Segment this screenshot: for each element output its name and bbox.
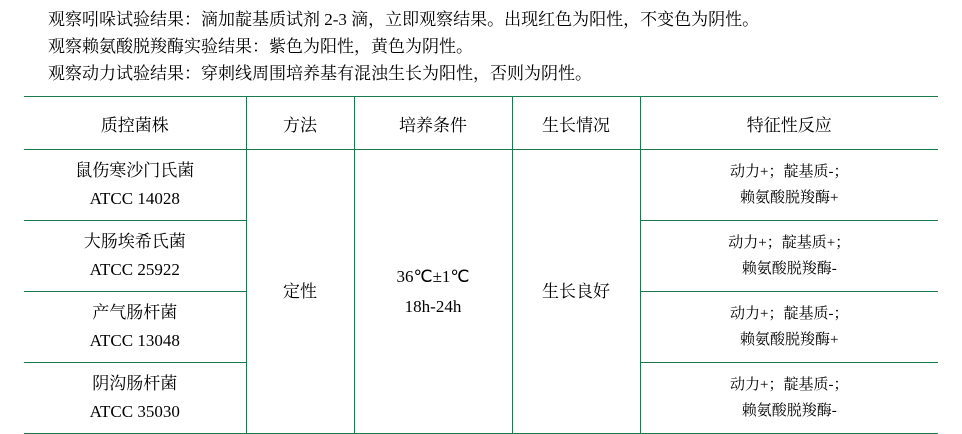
strain-name: 鼠伤寒沙门氏菌 [75,161,195,180]
table-row [24,150,938,221]
strain-cell [24,363,246,434]
strain-cell [24,292,246,363]
reaction-line-2: 赖氨酸脱羧酶+ [740,190,839,206]
reaction-line-2: 赖氨酸脱羧酶- [741,261,837,277]
reaction-line-1: 动力+；靛基质+； [728,235,851,251]
reaction-cell [640,363,938,434]
strain-code: ATCC 35030 [89,402,180,421]
strain-cell [24,150,246,221]
reaction-line-2: 赖氨酸脱羧酶+ [740,332,839,348]
condition-temperature: 36℃±1℃ [396,266,470,286]
intro-line-3: 观察动力试验结果：穿刺线周围培养基有混浊生长为阳性，否则为阴性。 [48,64,592,83]
column-header-condition: 培养条件 [354,97,512,150]
method-cell: 定性 [246,150,354,434]
reaction-line-1: 动力+；靛基质-； [730,164,849,180]
column-header-method: 方法 [246,97,354,150]
strain-name: 阴沟肠杆菌 [92,374,178,393]
strain-code: ATCC 13048 [89,331,180,350]
quality-control-table [24,96,938,434]
table-header-row [24,97,938,150]
strain-code: ATCC 25922 [89,260,180,279]
intro-line-2: 观察赖氨酸脱羧酶实验结果：紫色为阳性，黄色为阴性。 [48,37,473,56]
column-header-strain: 质控菌株 [24,97,246,150]
growth-cell: 生长良好 [512,150,640,434]
reaction-line-1: 动力+；靛基质-； [730,377,849,393]
intro-line-1: 观察吲哚试验结果：滴加靛基质试剂 2-3 滴，立即观察结果。出现红色为阳性，不变色为阴性。 [48,10,760,29]
intro-paragraph [24,6,938,87]
condition-cell [354,150,512,434]
column-header-reaction: 特征性反应 [640,97,938,150]
reaction-line-1: 动力+；靛基质-； [730,306,849,322]
strain-cell [24,221,246,292]
strain-name: 大肠埃希氏菌 [83,232,186,251]
reaction-cell [640,292,938,363]
column-header-growth: 生长情况 [512,97,640,150]
strain-code: ATCC 14028 [89,189,180,208]
strain-name: 产气肠杆菌 [92,303,178,322]
condition-duration: 18h-24h [404,296,462,316]
reaction-cell [640,150,938,221]
reaction-line-2: 赖氨酸脱羧酶- [741,403,837,419]
reaction-cell [640,221,938,292]
